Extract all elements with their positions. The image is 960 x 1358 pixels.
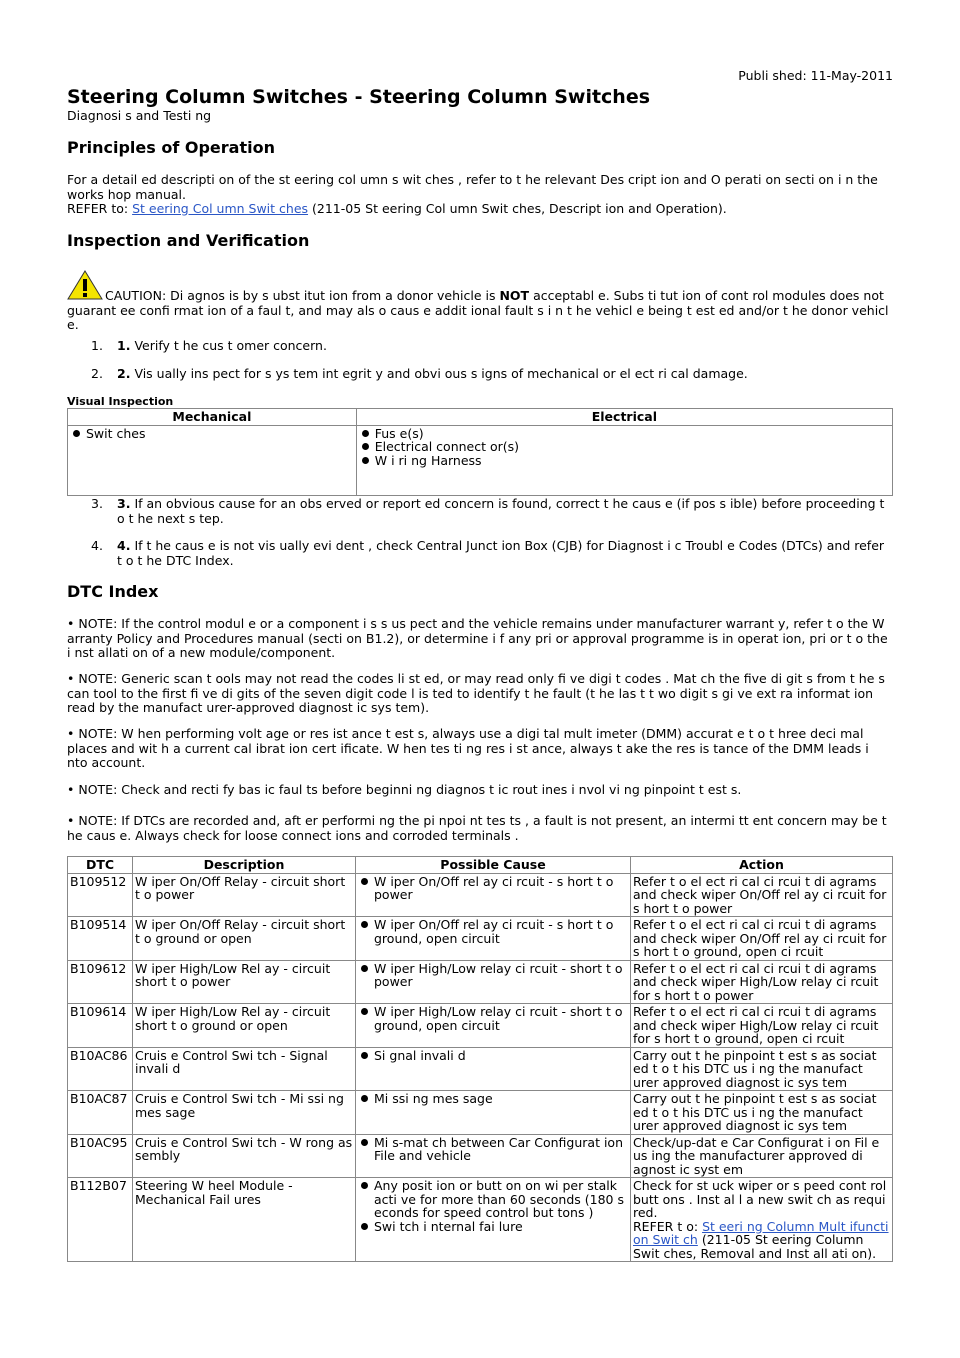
table-row [68, 1134, 893, 1178]
dtc-description: W iper On/Off Relay - circuit short t o ground or open [133, 917, 356, 961]
table-row [68, 917, 893, 961]
step-4: 4. 4. If t he caus e is not vis ually evi dent , check Central Junct ion Box (CJB) for Diagnost i c Troubl e Codes (DTCs) and refer t o t he DTC Index. [91, 538, 885, 568]
dtc-description: Steering W heel Module - Mechanical Fail ures [133, 1178, 356, 1262]
dtc-action: Carry out t he pinpoint t est s as sociat ed t o t his DTC us i ng the manufact urer approved diagnost ic sys tem [631, 1091, 893, 1135]
note-basic-faults: • NOTE: Check and recti fy bas ic faul ts before beginni ng diagnos t ic rout ines i nvol vi ng pinpoint t est s. [67, 782, 742, 797]
list-item: Mi ssi ng mes sage [358, 1092, 628, 1106]
note-warranty: • NOTE: If the control modul e or a component i s s us pect and the vehicle remains under manufacturer warrant y, refer t o the W arranty Policy and Procedures manual (secti on B1.2), or determine i f any pri or approval programme is in operat ion, pri or t o the i nst allati on of a new module/component. [67, 616, 888, 660]
dtc-possible-cause [356, 960, 631, 1004]
dtc-code: B112B07 [68, 1178, 133, 1262]
published-date: Publi shed: 11-May-2011 [738, 68, 893, 83]
dtc-action: Refer t o el ect ri cal ci rcui t di agrams and check wiper High/Low relay ci rcuit for s hort t o power [631, 960, 893, 1004]
list-item: Electrical connect or(s) [359, 440, 890, 454]
visual-inspection-caption: Visual Inspection [67, 395, 174, 408]
dtc-code: B109614 [68, 1004, 133, 1048]
dtc-possible-cause [356, 873, 631, 917]
page-title: Steering Column Switches - Steering Column Switches [67, 86, 651, 108]
list-item: W iper On/Off rel ay ci rcuit - s hort t o power [358, 875, 628, 902]
table-row [68, 1178, 893, 1262]
dtc-description: W iper High/Low Rel ay - circuit short t o ground or open [133, 1004, 356, 1048]
table-row [68, 1091, 893, 1135]
table-header: DTC [68, 857, 133, 874]
dtc-action: Check for st uck wiper or s peed cont rol butt ons . Inst al l a new swit ch as requi red. REFER t o: St eeri ng Column Mult ifuncti on Swit ch (211-05 St eering Column Swit ches, Removal and Inst all ati on). [631, 1178, 893, 1262]
dtc-index-heading: DTC Index [67, 582, 159, 601]
dtc-action: Carry out t he pinpoint t est s as sociat ed t o t his DTC us i ng the manufact urer approved diagnost ic sys tem [631, 1047, 893, 1091]
note-dmm: • NOTE: W hen performing volt age or res ist ance t est s, always use a digi tal mult imeter (DMM) accurat e t o t hree deci mal places and wit h a current cal ibrat ion cert ificate. W hen tes ti ng res i st ance, always t ake the res is tance of the DMM leads i nto account. [67, 726, 869, 770]
dtc-possible-cause [356, 1178, 631, 1262]
list-item: W iper High/Low relay ci rcuit - short t o power [358, 962, 628, 989]
dtc-description: Cruis e Control Swi tch - Mi ssi ng mes sage [133, 1091, 356, 1135]
dtc-possible-cause [356, 1134, 631, 1178]
dtc-description: Cruis e Control Swi tch - Signal invali d [133, 1047, 356, 1091]
dtc-description: Cruis e Control Swi tch - W rong as sembly [133, 1134, 356, 1178]
dtc-code: B109512 [68, 873, 133, 917]
list-item: W i ri ng Harness [359, 454, 890, 468]
table-header: Action [631, 857, 893, 874]
dtc-description: W iper High/Low Rel ay - circuit short t o power [133, 960, 356, 1004]
principles-text: For a detail ed descripti on of the st eering col umn s wit ches , refer to t he relevant Des cript ion and O perati on secti on i n the works hop manual. REFER to: St eering Col umn Swit ches (211-05 St eering Col umn Swit ches, Descript ion and Operation). [67, 173, 893, 217]
dtc-table [67, 856, 893, 1262]
dtc-code: B10AC95 [68, 1134, 133, 1178]
note-scan-tools: • NOTE: Generic scan t ools may not read the codes li st ed, or may read only fi ve digi t codes . Mat ch the five di git s from t he s can tool to the first fi ve di gits of the seven digit code l is ted to identify t he fault (t he las t t wo digit s gi ve ext ra informat ion read by the manufact urer-approved diagnost ic sys tem). [67, 671, 885, 715]
table-header: Electrical [356, 409, 892, 426]
list-item: W iper On/Off rel ay ci rcuit - s hort t o ground, open circuit [358, 918, 628, 945]
page-subtitle: Diagnosi s and Testi ng [67, 108, 212, 123]
dtc-action: Refer t o el ect ri cal ci rcui t di agrams and check wiper High/Low relay ci rcuit for s hort t o ground, open ci rcuit [631, 1004, 893, 1048]
warning-icon [67, 270, 103, 304]
list-item: Any posit ion or butt on on wi per stalk acti ve for more than 60 seconds (180 s econds for speed control but tons ) [358, 1179, 628, 1220]
table-header: Possible Cause [356, 857, 631, 874]
dtc-action: Check/up-dat e Car Configurat i on Fil e us ing the manufacturer approved di agnost ic syst em [631, 1134, 893, 1178]
principles-refer: REFER to: St eering Col umn Swit ches (211-05 St eering Col umn Swit ches, Descript ion and Operation). [67, 201, 727, 216]
table-header: Description [133, 857, 356, 874]
dtc-possible-cause [356, 1091, 631, 1135]
list-item: Si gnal invali d [358, 1049, 628, 1063]
step-1: 1. 1. Verify t he cus t omer concern. [91, 338, 327, 353]
steering-column-switches-link[interactable]: St eering Col umn Swit ches [132, 201, 309, 216]
dtc-possible-cause [356, 1004, 631, 1048]
table-row [68, 1047, 893, 1091]
mechanical-cell [68, 425, 357, 495]
list-item: W iper High/Low relay ci rcuit - short t o ground, open circuit [358, 1005, 628, 1032]
table-row [68, 960, 893, 1004]
table-header: Mechanical [68, 409, 357, 426]
dtc-action: Refer t o el ect ri cal ci rcui t di agrams and check wiper On/Off rel ay ci rcuit for s hort t o power [631, 873, 893, 917]
list-item: Mi s-mat ch between Car Configurat ion File and vehicle [358, 1136, 628, 1163]
visual-inspection-table [67, 408, 893, 496]
step-3: 3. 3. If an obvious cause for an obs erved or report ed concern is found, correct t he caus e (if pos s ible) before proceeding t o t he next s tep. [91, 496, 885, 526]
principles-heading: Principles of Operation [67, 138, 275, 157]
caution-note: CAUTION: Di agnos is by s ubst itut ion from a donor vehicle is NOT acceptabl e. Subs ti tut ion of cont rol modules does not guarant ee confi rmat ion of a faul t, and may als o caus e addit ional fault s i n t he vehicl e being t est ed and/or t he donor vehicl e. [67, 270, 893, 333]
list-item: Swi tch i nternal fai lure [358, 1220, 628, 1234]
table-row [68, 873, 893, 917]
dtc-code: B109612 [68, 960, 133, 1004]
note-intermittent: • NOTE: If DTCs are recorded and, aft er performi ng the pi npoi nt tes ts , a fault is not present, an intermi tt ent concern may be t he caus e. Always check for loose connect ions and corroded terminals . [67, 813, 887, 843]
dtc-code: B10AC86 [68, 1047, 133, 1091]
dtc-description: W iper On/Off Relay - circuit short t o power [133, 873, 356, 917]
inspection-heading: Inspection and Verification [67, 231, 310, 250]
table-row [68, 1004, 893, 1048]
list-item: Swit ches [70, 427, 354, 441]
dtc-possible-cause [356, 1047, 631, 1091]
dtc-possible-cause [356, 917, 631, 961]
list-item: Fus e(s) [359, 427, 890, 441]
dtc-code: B109514 [68, 917, 133, 961]
steering-column-multifunction-switch-link[interactable]: St eeri ng Column Mult ifuncti on Swit ch [633, 1218, 889, 1247]
electrical-cell [356, 425, 892, 495]
dtc-code: B10AC87 [68, 1091, 133, 1135]
dtc-action: Refer t o el ect ri cal ci rcui t di agrams and check wiper On/Off rel ay ci rcuit for s hort t o ground, open ci rcuit [631, 917, 893, 961]
step-2: 2. 2. Vis ually ins pect for s ys tem int egrit y and obvi ous s igns of mechanical or el ect ri cal damage. [91, 366, 748, 381]
